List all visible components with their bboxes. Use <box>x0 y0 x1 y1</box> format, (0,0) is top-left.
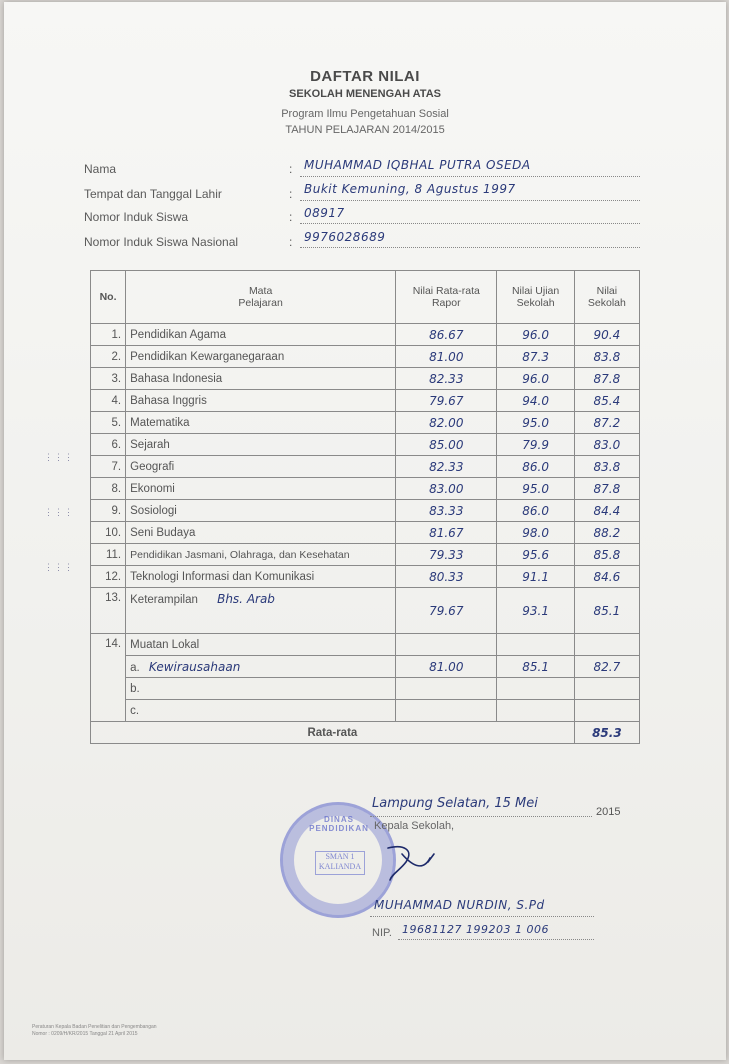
row-subject: Matematika <box>126 412 396 434</box>
row-rapor: 83.33 <box>396 500 497 522</box>
row-sekolah: 85.8 <box>574 544 639 566</box>
row-no: 10. <box>91 522 126 544</box>
table-row <box>91 324 640 346</box>
muatan-letter: c. <box>130 704 140 717</box>
birth-line <box>300 200 640 201</box>
stamp-top-text: DINAS PENDIDIKAN <box>309 815 369 833</box>
row-subject: Bahasa Indonesia <box>126 368 396 390</box>
row-subject: Sosiologi <box>126 500 396 522</box>
table-row <box>91 678 640 700</box>
row-ujian: 91.1 <box>497 566 574 588</box>
col-header-rapor-line1: Nilai Rata-rata <box>412 285 480 297</box>
nis-colon: : <box>289 210 293 224</box>
row-subject: Pendidikan Kewarganegaraan <box>126 346 396 368</box>
row-no: 8. <box>91 478 126 500</box>
footnote-line1: Peraturan Kepala Badan Penelitian dan Pengembangan <box>32 1024 157 1030</box>
footnote <box>32 1024 157 1038</box>
table-row <box>91 656 640 678</box>
row-no: 9. <box>91 500 126 522</box>
row-rapor: 81.67 <box>396 522 497 544</box>
place-date-line <box>370 816 592 817</box>
row-subject: Ekonomi <box>126 478 396 500</box>
row-sekolah: 84.6 <box>574 566 639 588</box>
handwritten-signature <box>384 840 444 890</box>
stamp-center-line2: KALIANDA <box>318 862 362 871</box>
table-header-row <box>91 271 640 324</box>
empty-cell <box>574 700 639 722</box>
row-sekolah: 83.8 <box>574 346 639 368</box>
row-no: 3. <box>91 368 126 390</box>
row-no: 5. <box>91 412 126 434</box>
birth-colon: : <box>289 187 293 201</box>
table-row <box>91 434 640 456</box>
col-header-ujian <box>497 271 574 324</box>
row-subject: Pendidikan Agama <box>126 324 396 346</box>
muatan-value: Kewirausahaan <box>148 659 241 674</box>
empty-cell <box>497 634 574 656</box>
row-sekolah: 82.7 <box>574 656 639 678</box>
keterampilan-value: Bhs. Arab <box>217 592 275 606</box>
col-header-no: No. <box>91 271 126 324</box>
row-sekolah: 87.8 <box>574 368 639 390</box>
nip-label: NIP. <box>372 927 392 939</box>
document-title: DAFTAR NILAI <box>310 68 420 85</box>
row-rapor: 81.00 <box>396 346 497 368</box>
table-row <box>91 368 640 390</box>
name-value: MUHAMMAD IQBHAL PUTRA OSEDA <box>304 158 531 172</box>
row-sekolah: 84.4 <box>574 500 639 522</box>
row-subject: Teknologi Informasi dan Komunikasi <box>126 566 396 588</box>
nisn-colon: : <box>289 235 293 249</box>
row-ujian: 85.1 <box>497 656 574 678</box>
school-level: SEKOLAH MENENGAH ATAS <box>289 88 441 100</box>
table-row <box>91 390 640 412</box>
keterampilan-label: Keterampilan <box>130 594 198 606</box>
col-header-ujian-line1: Nilai Ujian <box>511 285 560 297</box>
row-subject: Seni Budaya <box>126 522 396 544</box>
name-colon: : <box>289 162 293 176</box>
row-no: 2. <box>91 346 126 368</box>
row-ujian: 93.1 <box>497 588 574 634</box>
signature-place-date: Lampung Selatan, 15 Mei <box>372 796 538 811</box>
row-ujian: 87.3 <box>497 346 574 368</box>
nip-line <box>398 939 594 940</box>
nisn-value: 9976028689 <box>304 230 386 244</box>
average-value: 85.3 <box>574 722 639 744</box>
col-header-subject-line2: Pelajaran <box>238 297 283 309</box>
row-sekolah: 83.8 <box>574 456 639 478</box>
nis-line <box>300 223 640 224</box>
row-subject: Pendidikan Jasmani, Olahraga, dan Kesehatan <box>126 544 396 566</box>
row-ujian: 95.6 <box>497 544 574 566</box>
row-subject: Sejarah <box>126 434 396 456</box>
empty-cell <box>396 634 497 656</box>
row-no: 7. <box>91 456 126 478</box>
col-header-rapor <box>396 271 497 324</box>
table-row <box>91 700 640 722</box>
row-ujian: 95.0 <box>497 412 574 434</box>
nis-value: 08917 <box>304 206 345 220</box>
punch-dots: ⋮⋮⋮ <box>44 452 74 462</box>
row-rapor: 82.33 <box>396 456 497 478</box>
stamp-center-line1: SMAN 1 <box>325 852 355 861</box>
row-subject: Bahasa Inggris <box>126 390 396 412</box>
row-sekolah: 87.8 <box>574 478 639 500</box>
row-no: 13. <box>91 588 126 634</box>
row-sekolah: 83.0 <box>574 434 639 456</box>
empty-cell <box>396 678 497 700</box>
col-header-ujian-line2: Sekolah <box>516 297 555 309</box>
grades-table <box>90 270 640 744</box>
name-line <box>300 176 640 177</box>
table-row <box>91 566 640 588</box>
row-ujian: 98.0 <box>497 522 574 544</box>
keterampilan-cell <box>126 588 396 634</box>
row-rapor: 83.00 <box>396 478 497 500</box>
punch-dots: ⋮⋮⋮ <box>44 507 74 517</box>
table-row <box>91 478 640 500</box>
row-rapor: 85.00 <box>396 434 497 456</box>
signature-title: Kepala Sekolah, <box>374 820 455 832</box>
empty-cell <box>396 700 497 722</box>
col-header-sekolah-line2: Sekolah <box>587 297 626 309</box>
nip-value: 19681127 199203 1 006 <box>402 923 549 936</box>
muatan-lokal-label: Muatan Lokal <box>126 634 396 656</box>
row-ujian: 86.0 <box>497 456 574 478</box>
row-subject: Geografi <box>126 456 396 478</box>
table-row-muatan-lokal <box>91 634 640 656</box>
row-sekolah: 85.4 <box>574 390 639 412</box>
table-row <box>91 412 640 434</box>
name-label: Nama <box>84 162 117 176</box>
principal-name: MUHAMMAD NURDIN, S.Pd <box>374 898 545 912</box>
row-rapor: 86.67 <box>396 324 497 346</box>
birth-value: Bukit Kemuning, 8 Agustus 1997 <box>304 182 516 196</box>
col-header-subject <box>126 271 396 324</box>
row-sekolah: 85.1 <box>574 588 639 634</box>
row-ujian: 96.0 <box>497 368 574 390</box>
col-header-subject-line1: Mata <box>248 285 273 297</box>
table-row <box>91 456 640 478</box>
academic-year: TAHUN PELAJARAN 2014/2015 <box>285 124 445 136</box>
nisn-label: Nomor Induk Siswa Nasional <box>84 235 239 249</box>
row-rapor: 79.67 <box>396 390 497 412</box>
muatan-item <box>126 656 396 678</box>
row-no: 4. <box>91 390 126 412</box>
row-rapor: 81.00 <box>396 656 497 678</box>
row-no: 14. <box>91 634 126 722</box>
table-row <box>91 544 640 566</box>
empty-cell <box>574 678 639 700</box>
table-row <box>91 522 640 544</box>
row-ujian: 95.0 <box>497 478 574 500</box>
row-ujian: 86.0 <box>497 500 574 522</box>
empty-cell <box>574 634 639 656</box>
row-rapor: 82.33 <box>396 368 497 390</box>
row-sekolah: 90.4 <box>574 324 639 346</box>
row-ujian: 96.0 <box>497 324 574 346</box>
stamp-center <box>315 851 365 875</box>
row-ujian: 94.0 <box>497 390 574 412</box>
nisn-line <box>300 247 640 248</box>
principal-name-line <box>370 916 594 917</box>
footnote-line2: Nomor : 0209/H/KR/2015 Tanggal 21 April 2015 <box>32 1031 138 1037</box>
col-header-rapor-line2: Rapor <box>431 297 461 309</box>
row-rapor: 82.00 <box>396 412 497 434</box>
col-header-sekolah-line1: Nilai <box>596 285 618 297</box>
empty-cell <box>497 700 574 722</box>
row-no: 12. <box>91 566 126 588</box>
table-row <box>91 500 640 522</box>
program-name: Program Ilmu Pengetahuan Sosial <box>281 108 449 120</box>
row-sekolah: 88.2 <box>574 522 639 544</box>
signature-year: 2015 <box>596 806 621 818</box>
row-sekolah: 87.2 <box>574 412 639 434</box>
row-rapor: 79.67 <box>396 588 497 634</box>
punch-dots: ⋮⋮⋮ <box>44 562 74 572</box>
document-page <box>4 2 726 1060</box>
average-label: Rata-rata <box>91 722 575 744</box>
row-no: 1. <box>91 324 126 346</box>
col-header-sekolah <box>574 271 639 324</box>
nis-label: Nomor Induk Siswa <box>84 210 189 224</box>
empty-cell <box>497 678 574 700</box>
muatan-letter: a. <box>130 661 140 674</box>
muatan-letter: b. <box>130 682 140 695</box>
row-ujian: 79.9 <box>497 434 574 456</box>
row-rapor: 79.33 <box>396 544 497 566</box>
row-no: 6. <box>91 434 126 456</box>
row-no: 11. <box>91 544 126 566</box>
table-row-keterampilan <box>91 588 640 634</box>
row-rapor: 80.33 <box>396 566 497 588</box>
birth-label: Tempat dan Tanggal Lahir <box>84 187 222 201</box>
table-row-average <box>91 722 640 744</box>
table-row <box>91 346 640 368</box>
muatan-item <box>126 678 396 700</box>
muatan-item <box>126 700 396 722</box>
